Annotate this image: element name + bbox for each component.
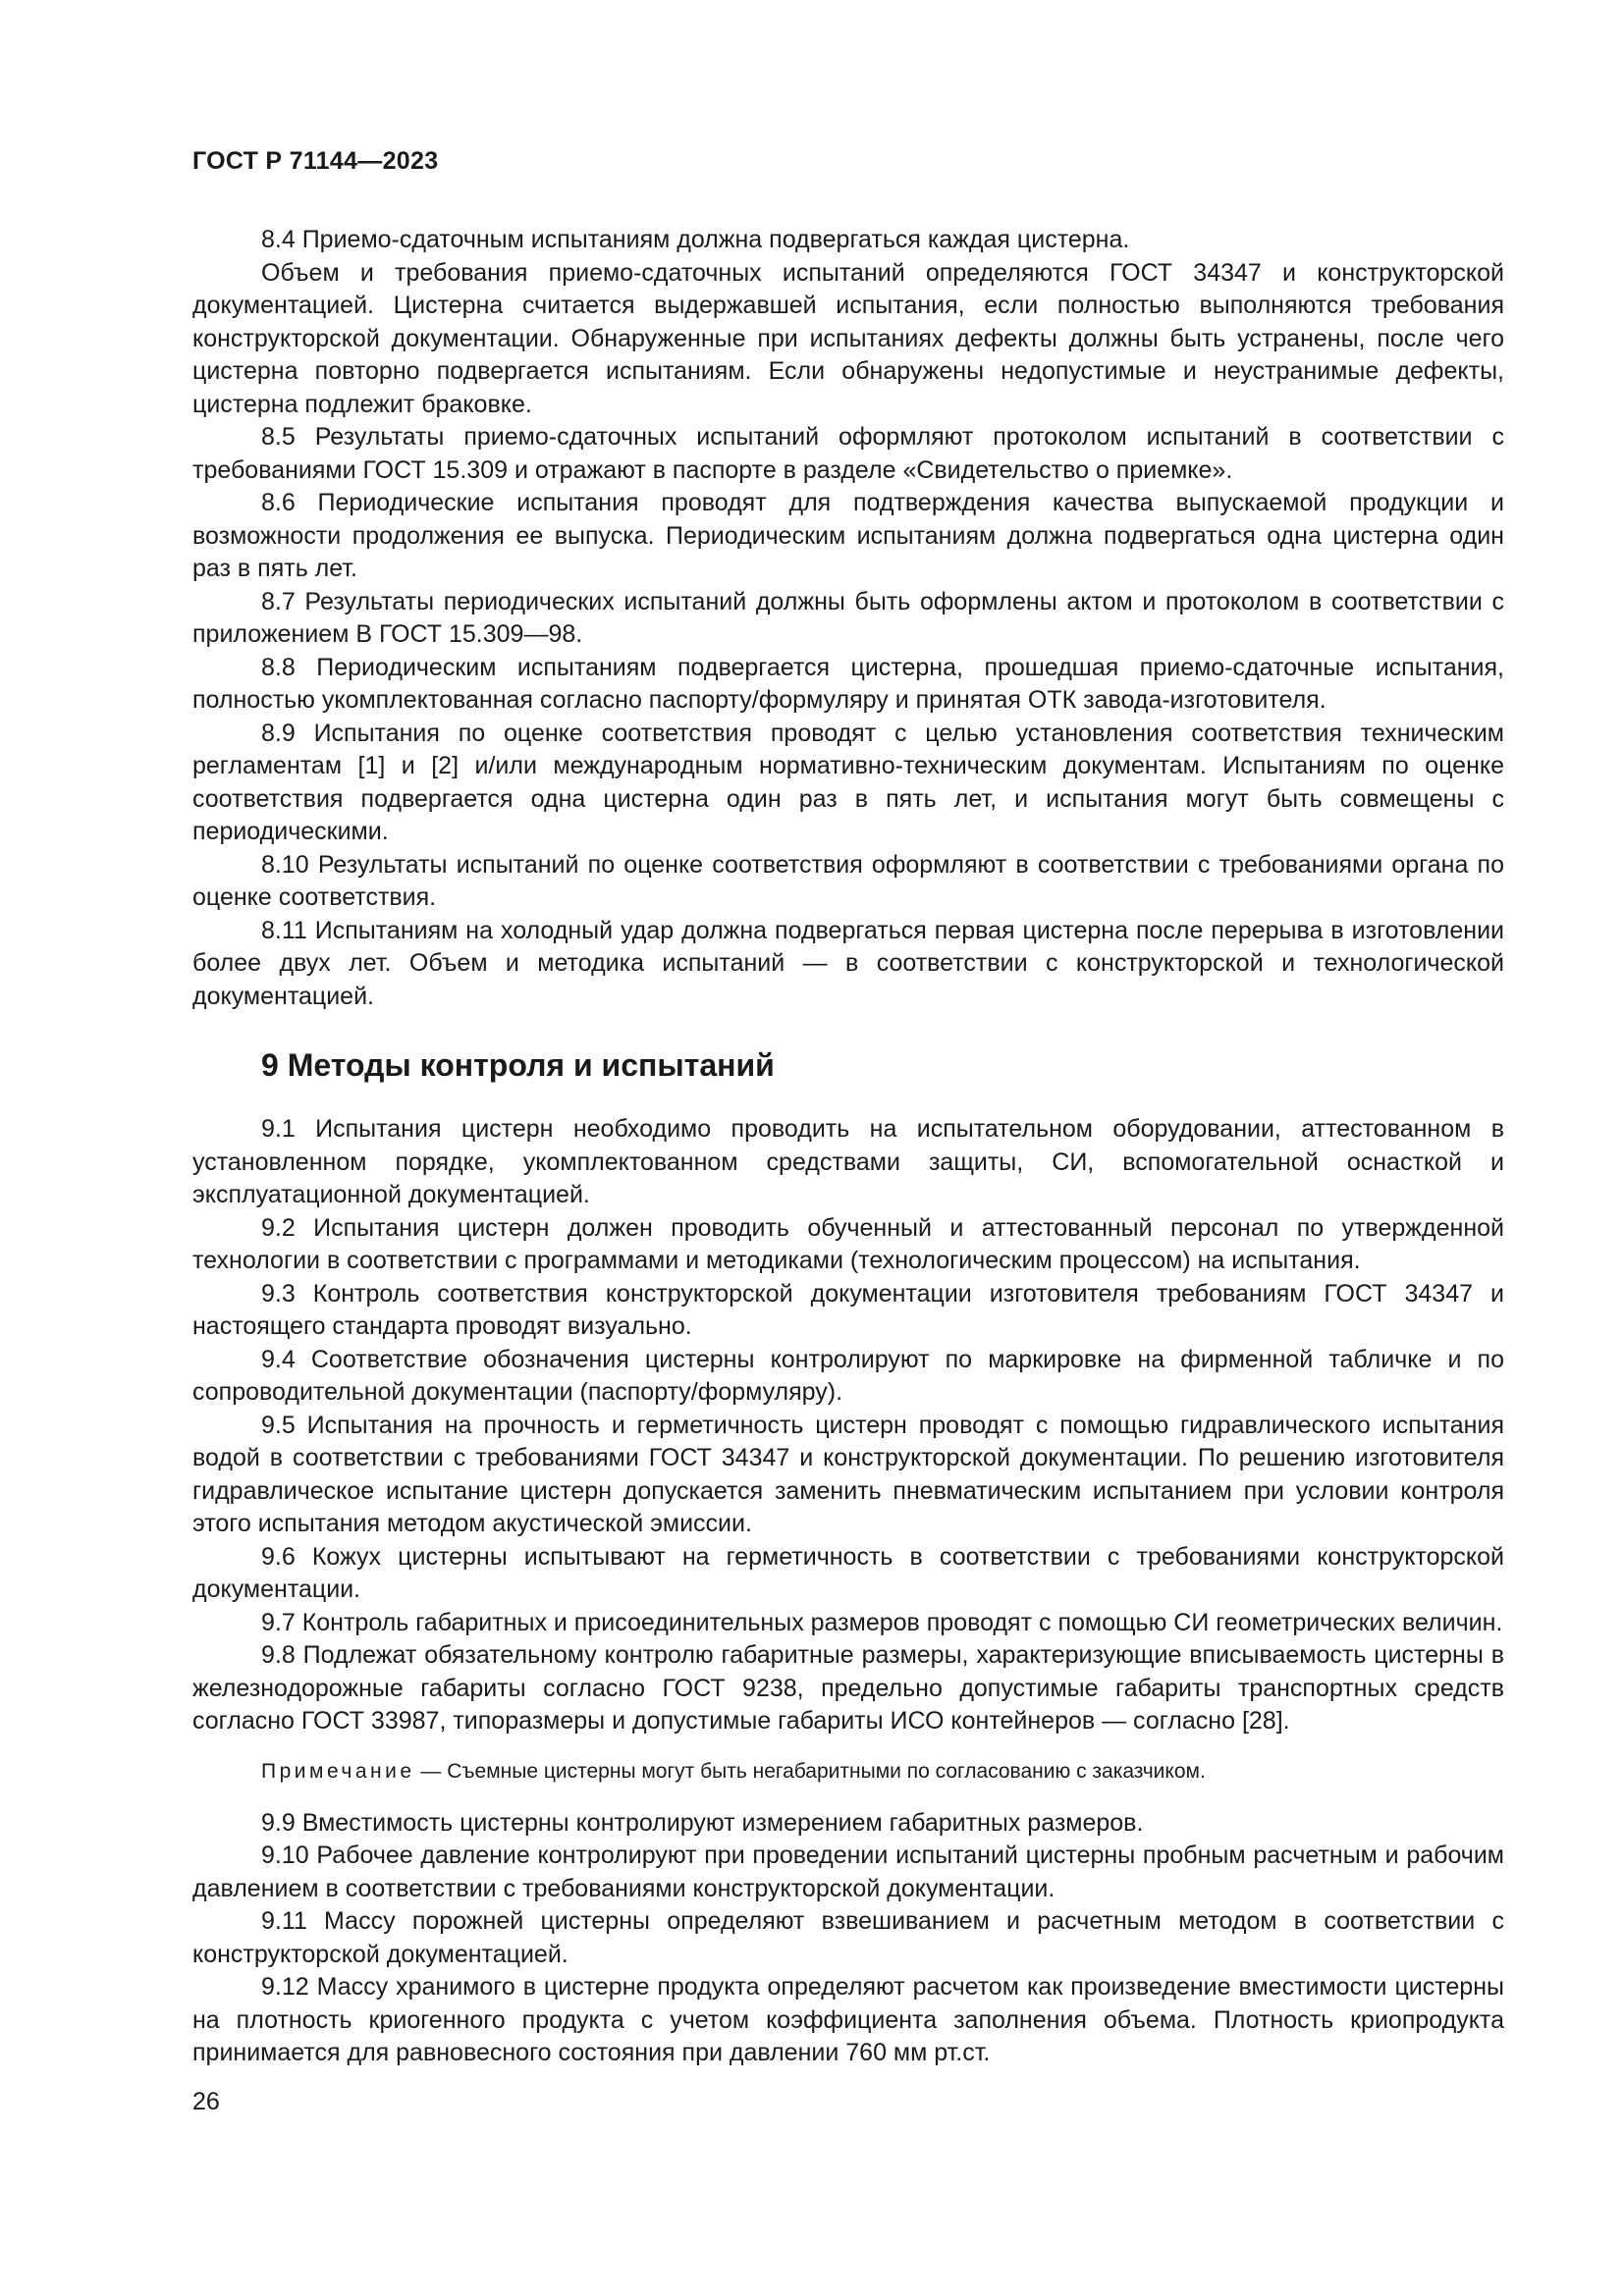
paragraph-8-11: 8.11 Испытаниям на холодный удар должна подвергаться первая цистерна после перерыва в изготовлении более двух лет. Объем и методика испытаний — в соответствии с конструкторской и технологической документацией.	[192, 916, 1504, 1010]
section-9-heading: 9 Методы контроля и испытаний	[261, 1047, 775, 1083]
paragraph-9-3: 9.3 Контроль соответствия конструкторской документации изготовителя требованиям ГОСТ 34347 и настоящего стандарта проводят визуально.	[192, 1279, 1504, 1340]
paragraph-9-7: 9.7 Контроль габаритных и присоединительных размеров проводят с помощью СИ геометрических величин.	[261, 1608, 1503, 1636]
document-header: ГОСТ Р 71144—2023	[192, 147, 439, 175]
note-text: — Съемные цистерны могут быть негабаритными по согласованию с заказчиком.	[414, 1759, 1206, 1783]
paragraph-8-4: 8.4 Приемо-сдаточным испытаниям должна подвергаться каждая цистерна.	[261, 226, 1130, 253]
paragraph-9-4: 9.4 Соответствие обозначения цистерны контролируют по маркировке на фирменной табличке и по сопроводительной документации (паспорту/формуляру).	[192, 1345, 1504, 1406]
paragraph-9-10: 9.10 Рабочее давление контролируют при проведении испытаний цистерны пробным расчетным и рабочим давлением в соответствии с требованиями конструкторской документации.	[192, 1842, 1504, 1902]
note-label: Примечание	[261, 1759, 415, 1783]
paragraph-8-6: 8.6 Периодические испытания проводят для подтверждения качества выпускаемой продукции и возможности продолжения ее выпуска. Периодическим испытаниям должна подвергаться одна цистерна один раз в пять лет.	[192, 489, 1504, 582]
note	[192, 1758, 1504, 1786]
paragraph-9-8: 9.8 Подлежат обязательному контролю габаритные размеры, характеризующие вписываемость цистерны в железнодорожные габариты согласно ГОСТ 9238, предельно допустимые габариты транспортных средств согласно ГОСТ 33987, типоразмеры и допустимые габариты ИСО контейнеров — согласно [28].	[192, 1641, 1504, 1735]
paragraph-8-8: 8.8 Периодическим испытаниям подвергается цистерна, прошедшая приемо-сдаточные испытания, полностью укомплектованная согласно паспорту/формуляру и принятая ОТК завода-изготовителя.	[192, 653, 1504, 714]
paragraph-8-4-details: Объем и требования приемо-сдаточных испытаний определяются ГОСТ 34347 и конструкторской документацией. Цистерна считается выдержавшей испытания, если полностью выполняются требования конструкторской документации. Обнаруженные при испытаниях дефекты должны быть устранены, после чего цистерна повторно подвергается испытаниям. Если обнаружены недопустимые и неустранимые дефекты, цистерна подлежит браковке.	[192, 258, 1504, 418]
paragraph-9-11: 9.11 Массу порожней цистерны определяют взвешиванием и расчетным методом в соответствии с конструкторской документацией.	[192, 1907, 1504, 1968]
paragraph-9-1: 9.1 Испытания цистерн необходимо проводить на испытательном оборудовании, аттестованном в установленном порядке, укомплектованном средствами защиты, СИ, вспомогательной оснасткой и эксплуатационной документацией.	[192, 1115, 1504, 1208]
paragraph-9-9: 9.9 Вместимость цистерны контролируют измерением габаритных размеров.	[261, 1808, 1144, 1837]
document-body	[192, 224, 1504, 2070]
paragraph-8-10: 8.10 Результаты испытаний по оценке соответствия оформляют в соответствии с требованиями органа по оценке соответствия.	[192, 850, 1504, 911]
paragraph-9-2: 9.2 Испытания цистерн должен проводить обученный и аттестованный персонал по утвержденной технологии в соответствии с программами и методиками (технологическим процессом) на испытания.	[192, 1213, 1504, 1274]
paragraph-8-7: 8.7 Результаты периодических испытаний должны быть оформлены актом и протоколом в соответствии с приложением В ГОСТ 15.309—98.	[192, 587, 1504, 648]
paragraph-8-9: 8.9 Испытания по оценке соответствия проводят с целью установления соответствия техническим регламентам [1] и [2] и/или международным нормативно-техническим документам. Испытаниям по оценке соответствия подвергается одна цистерна один раз в пять лет, и испытания могут быть совмещены с периодическими.	[192, 719, 1504, 845]
paragraph-9-6: 9.6 Кожух цистерны испытывают на герметичность в соответствии с требованиями конструкторской документации.	[192, 1542, 1504, 1603]
paragraph-8-5: 8.5 Результаты приемо-сдаточных испытаний оформляют протоколом испытаний в соответствии с требованиями ГОСТ 15.309 и отражают в паспорте в разделе «Свидетельство о приемке».	[192, 423, 1504, 484]
paragraph-9-12: 9.12 Массу хранимого в цистерне продукта определяют расчетом как произведение вместимости цистерны на плотность криогенного продукта с учетом коэффициента заполнения объема. Плотность криопродукта принимается для равновесного состояния при давлении 760 мм рт.ст.	[192, 1973, 1504, 2066]
page-number: 26	[192, 2088, 220, 2115]
paragraph-9-5: 9.5 Испытания на прочность и герметичность цистерн проводят с помощью гидравлического испытания водой в соответствии с требованиями ГОСТ 34347 и конструкторской документации. По решению изготовителя гидравлическое испытание цистерн допускается заменить пневматическим испытанием при условии контроля этого испытания методом акустической эмиссии.	[192, 1411, 1504, 1537]
